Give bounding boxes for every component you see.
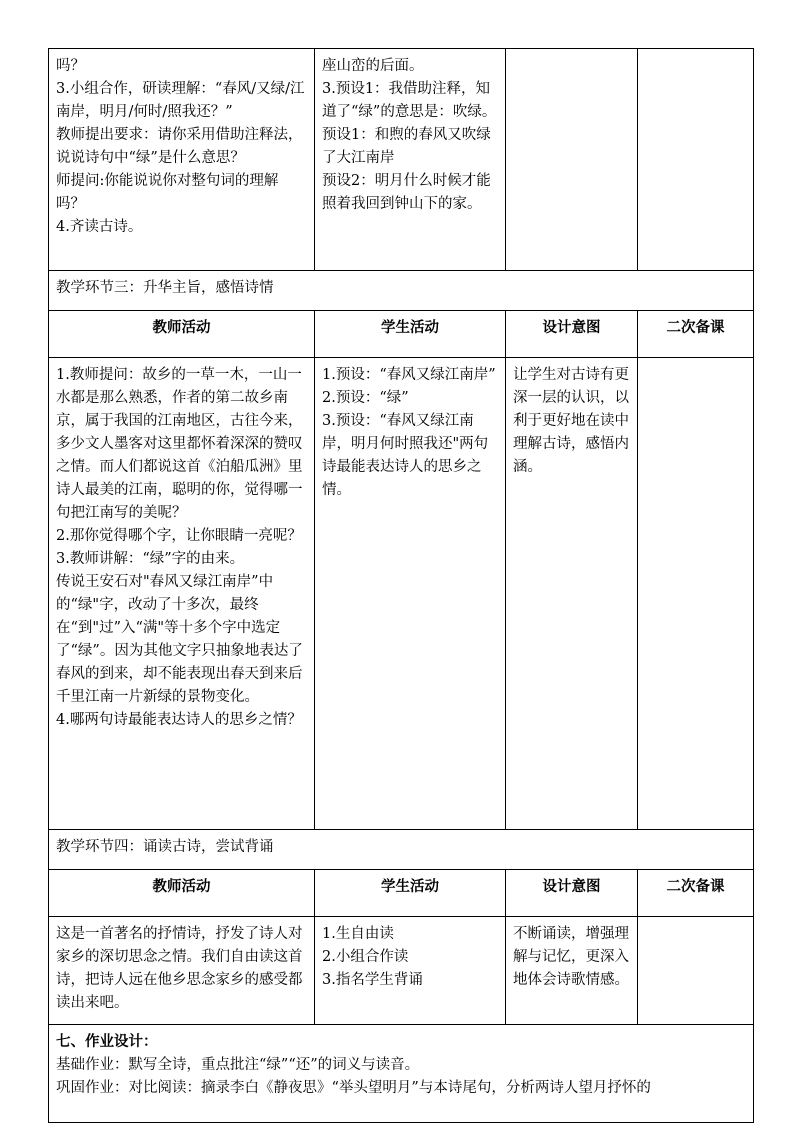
student-line: 1.预设：“春风又绿江南岸” [322, 367, 496, 383]
header-student-activity: 学生活动 [315, 311, 506, 358]
teacher-line: 传说王安石对"春风又绿江南岸”中的“绿"字，改动了十多次，最终在“到"过”入“满"等十多个字中选定了“绿”。因为其他文字只抽象地表达了春风的到来，却不能表现出春天到来后千里江南一片新绿的景物变化。 [56, 574, 303, 705]
teacher-line: 教师提出要求：请你采用借助注释法，说说诗句中“绿”是什么意思？ [56, 127, 303, 166]
revision-cell [638, 49, 754, 271]
student-line: 2.小组合作读 [322, 949, 409, 965]
student-activity-cell [315, 358, 506, 830]
teacher-line: 1.教师提问：故乡的一草一木，一山一水都是那么熟悉，作者的第二故乡南京，属于我国的江南地区，古往今来，多少文人墨客对这里都怀着深深的赞叹之情。而人们都说这首《泊船瓜洲》里诗人最美的江南，聪明的你，觉得哪一句把江南写的美呢？ [56, 367, 303, 521]
design-intent-cell: 不断诵读，增强理解与记忆，更深入地体会诗歌情感。 [506, 917, 638, 1025]
student-line: 1.生自由读 [322, 926, 394, 942]
header-revision: 二次备课 [638, 311, 754, 358]
teacher-line: 4.哪两句诗最能表达诗人的思乡之情？ [56, 712, 302, 728]
header-design-intent: 设计意图 [506, 311, 638, 358]
header-revision: 二次备课 [638, 870, 754, 917]
teacher-line: 师提问:你能说说你对整句词的理解吗？ [56, 173, 279, 212]
student-line: 2.预设：“绿” [322, 390, 409, 406]
teacher-activity-cell [49, 358, 315, 830]
teacher-line: 这是一首著名的抒情诗，抒发了诗人对家乡的深切思念之情。我们自由读这首诗，把诗人远在他乡思念家乡的感受都读出来吧。 [56, 926, 303, 1011]
teacher-line: 3.教师讲解：“绿”字的由来。 [56, 551, 245, 567]
student-activity-cell [315, 49, 506, 271]
section-title: 教学环节四：诵读古诗，尝试背诵 [49, 830, 754, 870]
design-intent-cell [506, 49, 638, 271]
student-line: 座山峦的后面。 [322, 58, 424, 74]
student-line: 预设2：明月什么时候才能照着我回到钟山下的家。 [322, 173, 491, 212]
teacher-line: 4.齐读古诗。 [56, 219, 143, 235]
activity-row [49, 358, 754, 830]
homework-cell [49, 1025, 754, 1123]
section-row [49, 830, 754, 870]
teacher-activity-cell [49, 917, 315, 1025]
student-line: 3.预设：“春风又绿江南岸，明月何时照我还"两句诗最能表达诗人的思乡之情。 [322, 413, 489, 498]
continuation-row [49, 49, 754, 271]
student-activity-cell [315, 917, 506, 1025]
homework-basic: 基础作业：默写全诗，重点批注“绿”“还”的词义与读音。 [56, 1057, 420, 1073]
homework-consolidate: 巩固作业：对比阅读：摘录李白《静夜思》“举头望明月”与本诗尾句，分析两诗人望月抒怀的 [56, 1080, 651, 1096]
column-header-row [49, 870, 754, 917]
lesson-plan-table [48, 48, 754, 1123]
column-header-row [49, 311, 754, 358]
teacher-line: 2.那你觉得哪个字，让你眼睛一亮呢？ [56, 528, 302, 544]
teacher-line: 吗？ [56, 58, 85, 74]
revision-cell [638, 358, 754, 830]
header-student-activity: 学生活动 [315, 870, 506, 917]
student-line: 3.预设1：我借助注释，知道了“绿”的意思是：吹绿。 [322, 81, 497, 120]
student-line: 3.指名学生背诵 [322, 972, 423, 988]
header-teacher-activity: 教师活动 [49, 870, 315, 917]
teacher-line: 3.小组合作，研读理解：“春风/又绿/江南岸，明月/何时/照我还？” [56, 81, 305, 120]
student-line: 预设1：和煦的春风又吹绿了大江南岸 [322, 127, 491, 166]
homework-title: 七、作业设计： [56, 1034, 158, 1050]
header-design-intent: 设计意图 [506, 870, 638, 917]
design-intent-cell: 让学生对古诗有更深一层的认识，以利于更好地在读中理解古诗，感悟内涵。 [506, 358, 638, 830]
revision-cell [638, 917, 754, 1025]
section-row [49, 271, 754, 311]
header-teacher-activity: 教师活动 [49, 311, 315, 358]
homework-row [49, 1025, 754, 1123]
teacher-activity-cell [49, 49, 315, 271]
activity-row [49, 917, 754, 1025]
section-title: 教学环节三：升华主旨，感悟诗情 [49, 271, 754, 311]
